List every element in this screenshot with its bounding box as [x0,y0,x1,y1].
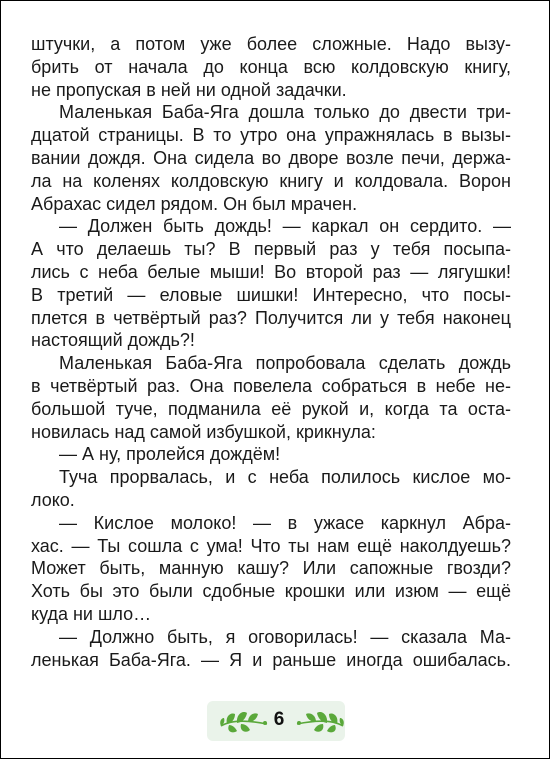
leaf-sprig-icon [217,706,271,736]
text-line: хас. — Ты сошла с ума! Что ты нам ещё наколдуешь? [31,535,511,556]
text-line: брить от начала до конца всю колдовскую книгу, [31,56,511,77]
text-line: — Кислое молоко! — в ужасе каркнул Абра- [59,512,511,533]
text-line: локо. [31,489,75,510]
text-line: Абрахас сидел рядом. Он был мрачен. [31,193,358,214]
text-line: большой туче, подманила её рукой и, когда та оста- [31,398,511,419]
text-line: Хоть бы это были сдобные крошки или изюм — ещё [31,581,511,602]
text-line: ла на коленях колдовскую книгу и колдовала. Ворон [31,170,511,191]
page-body-text [31,33,511,671]
text-line: Может быть, манную кашу? Или сапожные гвозди? [31,558,511,579]
text-line: вании дождя. Она сидела во дворе возле печи, держа- [31,147,511,168]
page-number: 6 [273,709,285,730]
text-line: В третий — еловые шишки! Интересно, что посы- [31,284,511,305]
text-line: плется в четвёртый раз? Получится ли у тебя наконец [31,307,511,328]
text-line: Маленькая Баба-Яга дошла только до двести три- [59,102,511,123]
text-line: Маленькая Баба-Яга попробовала сделать дождь [59,353,511,374]
leaf-sprig-icon [293,706,347,736]
text-line: — А ну, пролейся дождём! [59,444,281,465]
page-footer [1,701,549,741]
text-line: — Должно быть, я оговорилась! — сказала Ма- [59,626,511,647]
text-line: настоящий дождь?! [31,330,195,351]
text-line: — Должен быть дождь! — каркал он сердито. — [59,216,511,237]
text-line: новилась над самой избушкой, крикнула: [31,421,376,442]
text-line: куда ни шло… [31,603,152,624]
text-line: штучки, а потом уже более сложные. Надо вызу- [31,34,511,54]
text-line: лись с неба белые мыши! Во второй раз — лягушки! [31,261,511,282]
text-line: не пропуская в ней ни одной задачки. [31,79,347,100]
text-line: ленькая Баба-Яга. — Я и раньше иногда ошибалась. [31,649,511,670]
text-line: Туча прорвалась, и с неба полилось кислое мо- [59,467,511,488]
text-line: в четвёртый раз. Она повелела собраться в небе не- [31,375,511,396]
text-line: дцатой страницы. В то утро она упражнялась в вызы- [31,125,511,146]
text-line: А что делаешь ты? В первый раз у тебя посыпа- [31,239,511,260]
